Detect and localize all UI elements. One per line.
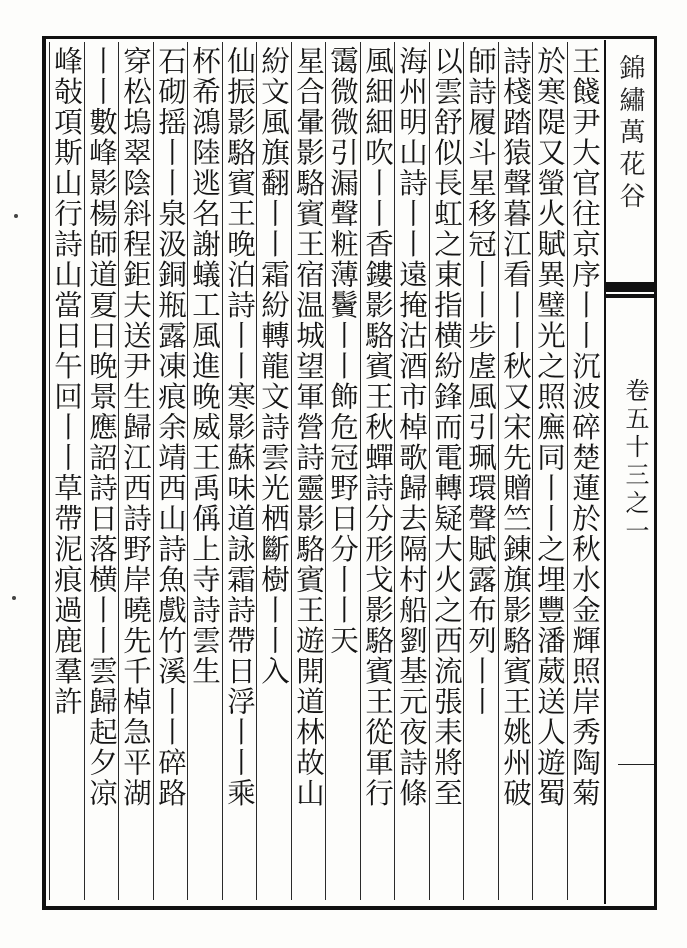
text-column-8: 霭微微引漏聲粧薄鬢丨丨飾危冠野日分丨丨天 bbox=[326, 46, 359, 656]
text-column-7: 風細細吹丨丨香鏤影駱賓王秋蟬詩分形戈影駱賓王從軍行 bbox=[361, 46, 394, 809]
column-rule bbox=[84, 42, 85, 900]
column-rule bbox=[463, 42, 464, 900]
column-rule bbox=[498, 42, 499, 900]
column-rule bbox=[118, 42, 119, 900]
column-rule bbox=[325, 42, 326, 900]
fold-rule bbox=[618, 764, 654, 765]
column-rule bbox=[153, 42, 154, 900]
chapter-label: 卷五十三之一 bbox=[621, 378, 649, 546]
column-rule bbox=[187, 42, 188, 900]
text-column-6: 海州明山詩丨丨遠掩沽酒市棹歌歸去隔村船劉基元夜詩條 bbox=[395, 46, 428, 809]
text-column-10: 紛文風旗翻丨丨霜紛轉龍文詩雲光栖斷樹丨丨入 bbox=[257, 46, 290, 687]
text-column-13: 石砌摇丨丨泉汲銅瓶露凍痕余靖西山詩魚戲竹溪丨丨碎路 bbox=[154, 46, 187, 809]
text-column-1: 王餞尹大官往京序丨丨沉波碎楚蓮於秋水金輝照岸秀陶菊 bbox=[568, 46, 601, 809]
text-column-2: 於寒隄又螢火賦異璧光之照廡同丨丨之埋豐潘葳送人遊蜀 bbox=[533, 46, 566, 809]
text-column-14: 穿松塢翠陰斜程鉅夫送尹生歸江西詩野岸曉先千棹急平湖 bbox=[119, 46, 152, 809]
book-title: 錦繡萬花谷 bbox=[615, 54, 645, 214]
text-column-12: 杯希鴻陸逃名謝蟻工風進晚威王禹偁上寺詩雲生 bbox=[188, 46, 221, 687]
margin-speck bbox=[12, 596, 16, 600]
column-rule bbox=[291, 42, 292, 900]
column-rule bbox=[394, 42, 395, 900]
column-rule bbox=[532, 42, 533, 900]
text-column-16: 峰敧項斯山行詩山當日午回丨丨草帶泥痕過鹿羣許 bbox=[50, 46, 83, 717]
text-column-3: 詩棧踏猿聲暮江看丨丨秋又宋先贈竺錬旗影駱賓王姚州破 bbox=[499, 46, 532, 809]
column-rule bbox=[49, 42, 50, 900]
text-column-11: 仙振影駱賓王晚泊詩丨丨寒影蘇味道詠霜詩帶日浮丨丨乘 bbox=[223, 46, 256, 809]
margin-speck bbox=[14, 214, 18, 218]
text-column-15: 丨丨數峰影楊師道夏日晚景應詔詩日落横丨丨雲歸起夕凉 bbox=[85, 46, 118, 809]
column-rule bbox=[222, 42, 223, 900]
text-column-5: 以雲舒似長虹之東指横紛鋒而電轉疑大火之西流張耒將至 bbox=[430, 46, 463, 809]
column-rule bbox=[256, 42, 257, 900]
column-rule bbox=[360, 42, 361, 900]
fishtail-mark-bottom bbox=[606, 294, 654, 298]
text-column-4: 師詩履斗星移冠丨丨步虗風引珮環聲賦露布列丨丨 bbox=[464, 46, 497, 717]
fishtail-mark-top bbox=[606, 282, 654, 292]
outer-border-line bbox=[654, 36, 657, 910]
column-rule bbox=[567, 42, 568, 900]
column-rule bbox=[429, 42, 430, 900]
text-column-9: 星合暈影駱賓王宿温城望軍營詩靈影駱賓王遊開道林故山 bbox=[292, 46, 325, 809]
